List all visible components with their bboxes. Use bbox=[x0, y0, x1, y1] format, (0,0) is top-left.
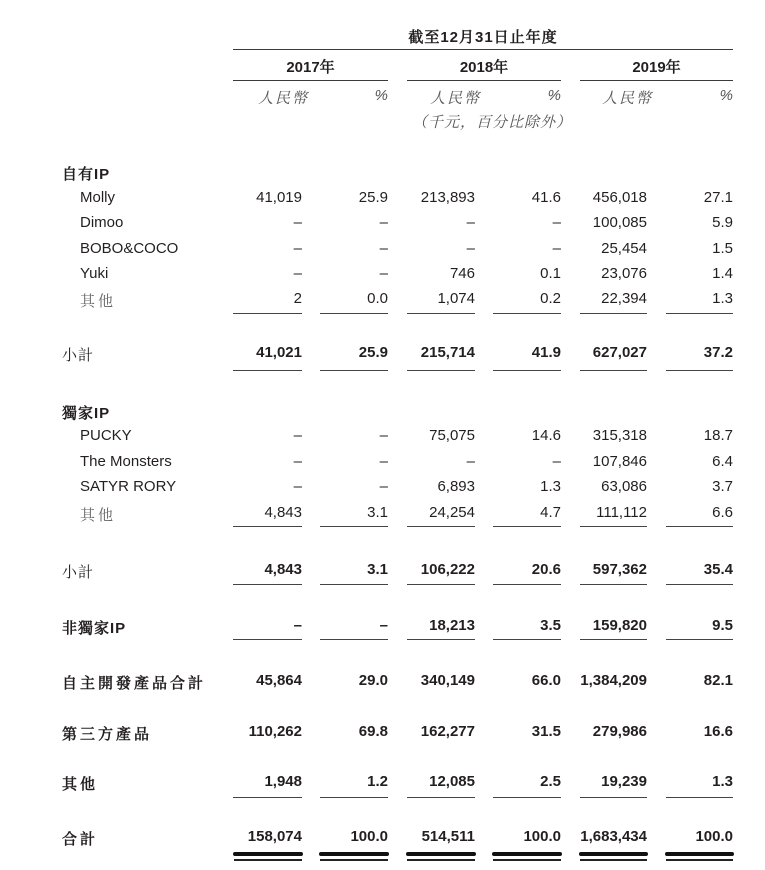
cell: 100.0 bbox=[695, 828, 733, 845]
cell: 82.1 bbox=[703, 672, 733, 689]
cell: 158,074 bbox=[247, 828, 302, 845]
cell: 213,893 bbox=[420, 189, 475, 206]
cell: – bbox=[552, 240, 561, 257]
cell: 4,843 bbox=[264, 561, 302, 578]
cell: 63,086 bbox=[601, 478, 647, 495]
cell: 162,277 bbox=[420, 723, 475, 740]
cell: – bbox=[293, 265, 302, 282]
cell: 4.7 bbox=[540, 504, 561, 521]
cell: 597,362 bbox=[592, 561, 647, 578]
cell: – bbox=[379, 427, 388, 444]
cell: 0.1 bbox=[540, 265, 561, 282]
cell: – bbox=[379, 240, 388, 257]
row-label: 其他 bbox=[80, 293, 117, 310]
cell: 37.2 bbox=[703, 344, 733, 361]
year-rule-2017 bbox=[233, 80, 388, 81]
cell: 111,112 bbox=[596, 504, 647, 521]
cell: 1.3 bbox=[712, 773, 733, 790]
cell: 106,222 bbox=[420, 561, 475, 578]
cell: 23,076 bbox=[601, 265, 647, 282]
cell: 3.1 bbox=[367, 561, 388, 578]
cell: 3.5 bbox=[540, 617, 561, 634]
row-label: Molly bbox=[80, 189, 116, 206]
row-label: BOBO&COCO bbox=[80, 240, 179, 257]
period-title: 截至12月31日止年度 bbox=[408, 29, 558, 46]
row-label: 小計 bbox=[62, 347, 95, 364]
header-rule bbox=[233, 49, 733, 50]
currency-label-2018: 人民幣 bbox=[430, 90, 482, 107]
cell: 159,820 bbox=[592, 617, 647, 634]
cell: – bbox=[466, 214, 475, 231]
cell: 1.3 bbox=[712, 290, 733, 307]
cell: 69.8 bbox=[358, 723, 388, 740]
cell: 24,254 bbox=[429, 504, 475, 521]
cell: 25.9 bbox=[358, 189, 388, 206]
row-label: Yuki bbox=[80, 265, 109, 282]
cell: 1.3 bbox=[540, 478, 561, 495]
cell: 66.0 bbox=[531, 672, 561, 689]
cell: – bbox=[466, 453, 475, 470]
cell: 100.0 bbox=[350, 828, 388, 845]
cell: 456,018 bbox=[592, 189, 647, 206]
cell: – bbox=[552, 453, 561, 470]
cell: 27.1 bbox=[703, 189, 733, 206]
cell: 100,085 bbox=[592, 214, 647, 231]
cell: – bbox=[293, 453, 302, 470]
year-2018: 2018年 bbox=[459, 59, 509, 76]
cell: 107,846 bbox=[592, 453, 647, 470]
cell: – bbox=[552, 214, 561, 231]
cell: 45,864 bbox=[256, 672, 302, 689]
percent-label-2017: % bbox=[374, 87, 388, 104]
row-label: Dimoo bbox=[80, 214, 124, 231]
cell: 6,893 bbox=[437, 478, 475, 495]
row-label: 其他 bbox=[62, 776, 99, 793]
cell: 1.4 bbox=[712, 265, 733, 282]
cell: 9.5 bbox=[712, 617, 733, 634]
cell: 4,843 bbox=[264, 504, 302, 521]
row-label: PUCKY bbox=[80, 427, 132, 444]
cell: 75,075 bbox=[429, 427, 475, 444]
cell: 1,948 bbox=[264, 773, 302, 790]
cell: 6.4 bbox=[712, 453, 733, 470]
cell: 41,021 bbox=[256, 344, 302, 361]
currency-label-2019: 人民幣 bbox=[602, 90, 654, 107]
cell: 41.9 bbox=[531, 344, 561, 361]
year-2017: 2017年 bbox=[286, 59, 335, 76]
cell: – bbox=[293, 478, 302, 495]
cell: – bbox=[466, 240, 475, 257]
currency-label-2017: 人民幣 bbox=[258, 90, 310, 107]
percent-label-2018: % bbox=[547, 87, 561, 104]
unit-note: （千元，百分比除外） bbox=[412, 114, 573, 131]
year-2019: 2019年 bbox=[632, 59, 681, 76]
cell: – bbox=[379, 617, 388, 634]
cell: 2 bbox=[293, 290, 302, 307]
row-label: The Monsters bbox=[80, 453, 172, 470]
cell: 18,213 bbox=[429, 617, 475, 634]
cell: 1.5 bbox=[712, 240, 733, 257]
cell: – bbox=[379, 214, 388, 231]
cell: 1.2 bbox=[367, 773, 388, 790]
section-title-own-ip: 自有IP bbox=[62, 166, 111, 183]
percent-label-2019: % bbox=[719, 87, 733, 104]
cell: 3.7 bbox=[712, 478, 733, 495]
cell: 110,262 bbox=[248, 723, 302, 740]
cell: 1,683,434 bbox=[580, 828, 647, 845]
year-rule-2018 bbox=[407, 80, 561, 81]
cell: 1,384,209 bbox=[580, 672, 647, 689]
cell: 6.6 bbox=[712, 504, 733, 521]
cell: 215,714 bbox=[420, 344, 475, 361]
cell: 627,027 bbox=[592, 344, 647, 361]
cell: 41.6 bbox=[531, 189, 561, 206]
cell: 0.0 bbox=[367, 290, 388, 307]
row-label: 非獨家IP bbox=[62, 620, 127, 637]
cell: 514,511 bbox=[421, 828, 475, 845]
row-label: 第三方產品 bbox=[62, 726, 153, 743]
section-title-exclusive-ip: 獨家IP bbox=[62, 405, 111, 422]
cell: 0.2 bbox=[540, 290, 561, 307]
cell: – bbox=[293, 617, 302, 634]
cell: 22,394 bbox=[601, 290, 647, 307]
cell: – bbox=[293, 240, 302, 257]
cell: 41,019 bbox=[256, 189, 302, 206]
row-label: 小計 bbox=[62, 564, 95, 581]
row-label: 自主開發產品合計 bbox=[62, 675, 207, 692]
cell: 746 bbox=[449, 265, 475, 282]
cell: 14.6 bbox=[531, 427, 561, 444]
row-label: 合計 bbox=[62, 831, 99, 848]
cell: 12,085 bbox=[429, 773, 475, 790]
cell: 29.0 bbox=[358, 672, 388, 689]
cell: 279,986 bbox=[592, 723, 647, 740]
row-label: 其他 bbox=[80, 507, 117, 524]
cell: 25.9 bbox=[358, 344, 388, 361]
cell: 35.4 bbox=[703, 561, 733, 578]
cell: 315,318 bbox=[592, 427, 647, 444]
year-rule-2019 bbox=[580, 80, 733, 81]
cell: – bbox=[379, 478, 388, 495]
cell: 20.6 bbox=[531, 561, 561, 578]
cell: 340,149 bbox=[420, 672, 475, 689]
cell: 31.5 bbox=[531, 723, 561, 740]
cell: 3.1 bbox=[367, 504, 388, 521]
cell: 18.7 bbox=[703, 427, 733, 444]
cell: – bbox=[293, 427, 302, 444]
cell: 25,454 bbox=[601, 240, 647, 257]
cell: 1,074 bbox=[437, 290, 475, 307]
cell: 2.5 bbox=[540, 773, 561, 790]
cell: – bbox=[379, 453, 388, 470]
row-label: SATYR RORY bbox=[80, 478, 177, 495]
cell: 19,239 bbox=[601, 773, 647, 790]
cell: – bbox=[379, 265, 388, 282]
cell: 100.0 bbox=[523, 828, 561, 845]
cell: 16.6 bbox=[703, 723, 733, 740]
cell: – bbox=[293, 214, 302, 231]
cell: 5.9 bbox=[712, 214, 733, 231]
